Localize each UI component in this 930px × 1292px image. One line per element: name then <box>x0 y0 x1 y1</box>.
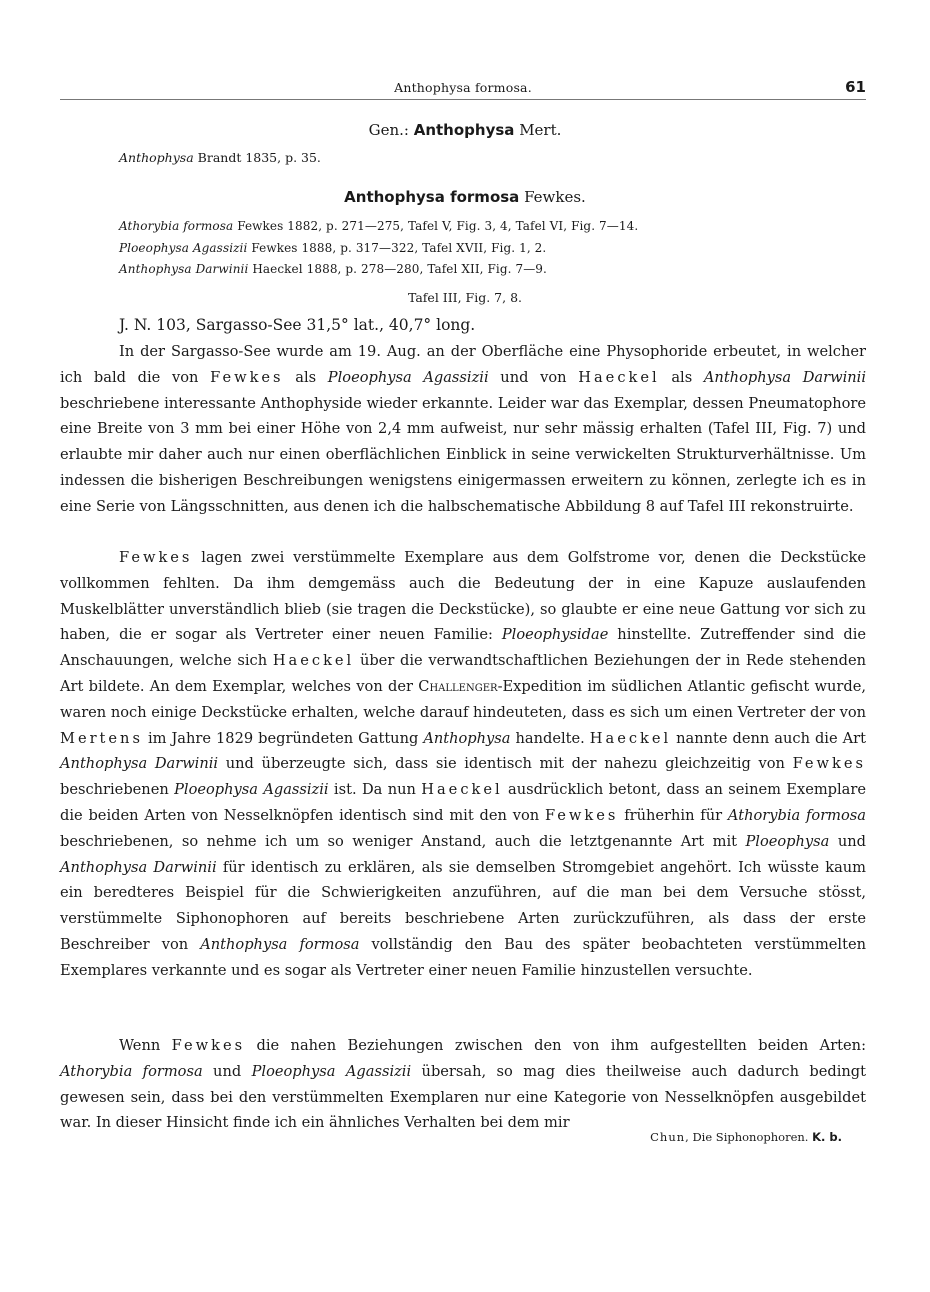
paragraph-text: vollständig den Bau des später beobachteten verstümmelten Exemplares verkannte und es sogar als Vertreter einer neuen Familie hinzustellen versuchte. <box>60 935 866 979</box>
italic-taxon: Ploeophysa Agassizii <box>174 781 329 799</box>
header-rule <box>60 99 866 100</box>
spaced-author-name: Mertens <box>60 729 143 747</box>
paragraph-text: übersah, so mag dies theilweise auch dadurch bedingt gewesen sein, dass bei den verstümmelten Exemplaren nur eine Kategorie von Nesselknöpfen ausgebildet war. In dieser Hinsicht finde ich ein ähnliches Verhalten bei dem mir <box>60 1062 866 1132</box>
page-number: 61 <box>845 78 866 96</box>
paragraph-text: und <box>829 832 866 850</box>
paragraph-text: ist. Da nun <box>328 781 422 799</box>
spaced-author-name: Fewkes <box>119 549 193 566</box>
paragraph-text: nannte denn auch die Art <box>671 729 866 747</box>
paragraph-text: und überzeugte sich, dass sie identisch mit der nahezu gleichzeitig von <box>218 755 793 773</box>
italic-taxon: Anthophysa Darwinii <box>60 755 219 773</box>
italic-taxon: Ploeophysa <box>745 832 830 850</box>
italic-taxon: Anthophysa Darwinii <box>60 858 217 876</box>
spaced-author-name: Fewkes <box>792 755 866 773</box>
body-paragraph <box>60 339 866 520</box>
spaced-author-name: Haeckel <box>589 729 672 747</box>
paragraph-text: hinstellte. Zutreffender sind die Anschauungen, welche sich <box>60 626 866 670</box>
paragraph-text: handelte. <box>510 729 590 747</box>
paragraph-text: beschriebenen, so nehme ich um so weniger Anstand, auch die letztgenannte Art mit <box>60 832 746 850</box>
locality-line: J. N. 103, Sargasso-See 31,5° lat., 40,7° long. <box>119 316 476 334</box>
footer-signature: K. b. <box>812 1130 842 1144</box>
paragraph-text: beschriebenen <box>60 781 175 799</box>
paragraph-text: und von <box>488 368 579 386</box>
italic-taxon: Anthophysa formosa <box>200 935 360 953</box>
synonym-ref: Fewkes 1888, p. 317—322, Tafel XVII, Fig. 1, 2. <box>251 241 547 255</box>
spaced-author-name: Fewkes <box>171 1037 246 1054</box>
spaced-author-name: Fewkes <box>544 806 619 824</box>
synonym-line <box>119 241 546 255</box>
italic-taxon: Ploeophysa Agassizii <box>327 368 489 386</box>
genus-reference <box>119 150 321 165</box>
genus-reference-name: Anthophysa <box>119 150 194 165</box>
synonym-line <box>119 262 547 276</box>
smallcaps-text: Challenger <box>418 677 498 695</box>
species-author: Fewkes. <box>524 188 586 206</box>
body-paragraph <box>60 1033 866 1136</box>
paragraph-text: Wenn <box>119 1037 172 1054</box>
italic-taxon: Ploeophysidae <box>501 626 609 644</box>
paragraph-text: als <box>659 368 704 386</box>
italic-taxon: Anthophysa <box>423 729 511 747</box>
footer-author: Chun <box>650 1130 686 1144</box>
synonym-name: Anthophysa Darwinii <box>119 262 249 276</box>
paragraph-text: für identisch zu erklären, als sie demselben Stromgebiet angehört. Ich wüsste kaum ein beredteres Beispiel für die Schwierigkeiten anzuführen, auf die man bei dem Versuche stösst, verstümmelte Siphonophoren auf bereits beschriebene Arten zurückzuführen, als dass der erste Beschreiber von <box>60 858 867 953</box>
paragraph-text: beschriebene interessante Anthophyside wieder erkannte. Leider war das Exemplar, dessen Pneumatophore eine Breite von 3 mm bei einer Höhe von 2,4 mm aufweist, nur sehr mässig erhalten (Tafel III, Fig. 7) und erlaubte mir daher auch nur einen oberflächlichen Einblick in seine verwickelten Strukturverhältnisse. Um indessen die bisherigen Beschreibungen wenigstens einigermassen erweitern zu können, zerlegte ich es in eine Serie von Längsschnitten, aus denen ich die halbschematische Abbildung 8 auf Tafel III rekonstruirte. <box>60 394 866 515</box>
genus-author: Mert. <box>519 121 562 139</box>
synonym-ref: Haeckel 1888, p. 278—280, Tafel XII, Fig. 7—9. <box>252 262 547 276</box>
paragraph-text: ausdrücklich betont, dass an seinem Exemplare die beiden Arten von Nesselknöpfen identisch sind mit den von <box>60 781 866 824</box>
italic-taxon: Athorybia formosa <box>727 806 866 824</box>
spaced-author-name: Haeckel <box>578 368 660 386</box>
paragraph-text: In der Sargasso-See wurde am 19. Aug. an der Oberfläche eine Physophoride erbeutet, in welcher ich bald die von <box>60 343 866 386</box>
paragraph-text: früherhin für <box>618 806 728 824</box>
synonym-line <box>119 219 638 233</box>
spaced-author-name: Haeckel <box>421 781 503 799</box>
paragraph-text: die nahen Beziehungen zwischen den von ihm aufgestellten beiden Arten: <box>245 1037 866 1054</box>
signature-footer <box>650 1130 842 1144</box>
plate-reference: Tafel III, Fig. 7, 8. <box>407 290 523 305</box>
synonym-ref: Fewkes 1882, p. 271—275, Tafel V, Fig. 3, 4, Tafel VI, Fig. 7—14. <box>237 219 639 233</box>
paragraph-text: lagen zwei verstümmelte Exemplare aus dem Golfstrome vor, denen die Deckstücke vollkommen fehlten. Da ihm demgemäss auch die Bedeutung der in eine Kapuze auslaufenden Muskelblätter unverständlich blieb (sie tragen die Deckstücke), so glaubte er eine neue Gattung vor sich zu haben, die er sogar als Vertreter einer neuen Familie: <box>60 549 866 644</box>
genus-label: Gen.: <box>368 121 409 139</box>
running-title: Anthophysa formosa. <box>394 80 532 95</box>
genus-name: Anthophysa <box>413 121 515 139</box>
species-heading <box>0 188 930 206</box>
italic-taxon: Ploeophysa Agassizii <box>251 1062 412 1080</box>
genus-reference-text: Brandt 1835, p. 35. <box>197 150 321 165</box>
spaced-author-name: Haeckel <box>272 652 355 670</box>
italic-taxon: Anthophysa Darwinii <box>703 368 866 386</box>
paragraph-text: -Expedition im südlichen Atlantic gefischt wurde, waren noch einige Deckstücke erhalten, welche darauf hindeuteten, dass es sich um einen Vertreter der von <box>60 677 867 721</box>
genus-heading <box>0 121 930 139</box>
paragraph-text: über die verwandtschaftlichen Beziehungen der in Rede stehenden Art bildete. An dem Exemplar, welches von der <box>60 652 866 695</box>
paragraph-text: im Jahre 1829 begründeten Gattung <box>142 729 424 747</box>
synonym-name: Athorybia formosa <box>119 219 234 233</box>
spaced-author-name: Fewkes <box>210 368 284 386</box>
footer-title: , Die Siphonophoren. <box>685 1130 809 1144</box>
paragraph-text: und <box>202 1062 252 1080</box>
running-head <box>60 80 866 102</box>
italic-taxon: Athorybia formosa <box>60 1062 203 1080</box>
species-name: Anthophysa formosa <box>344 188 520 206</box>
paragraph-text: als <box>283 368 328 386</box>
body-paragraph <box>60 545 866 984</box>
synonym-name: Ploeophysa Agassizii <box>119 241 248 255</box>
